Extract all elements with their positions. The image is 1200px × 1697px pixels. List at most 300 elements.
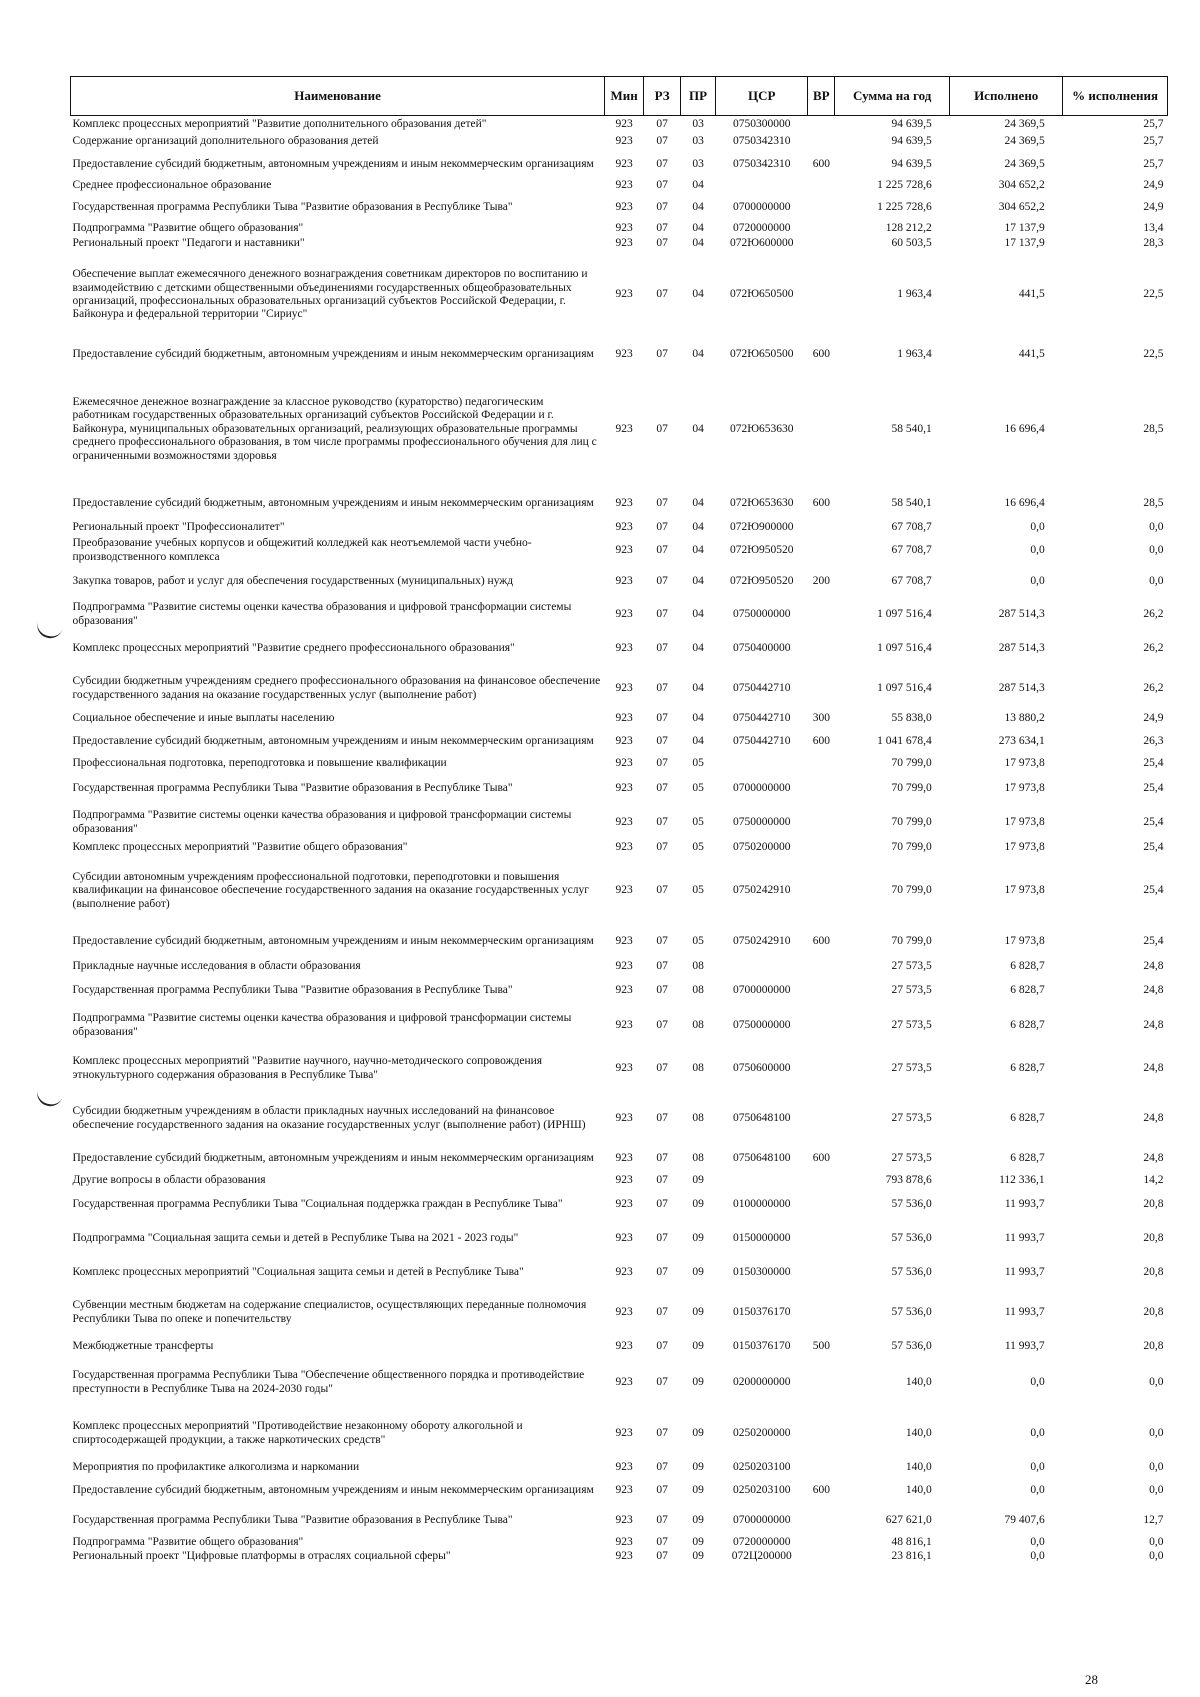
table-cell-percent: 13,4 [1143, 222, 1164, 235]
pen-mark [34, 1084, 64, 1109]
table-cell-rz: 07 [656, 1535, 668, 1548]
table-cell-csr: 0100000000 [733, 1197, 791, 1210]
table-cell-percent: 0,0 [1149, 1426, 1164, 1439]
table-cell-done: 24 369,5 [1004, 135, 1045, 148]
table-cell-name: Субсидии бюджетным учреждениям в области прикладных научных исследований на финансовое обеспечение государственного задания на оказание государственных услуг (выполнение работ) (ИРНШ) [72, 1105, 586, 1131]
table-cell-name: Региональный проект "Цифровые платформы в отраслях социальной сферы" [72, 1549, 451, 1562]
table-cell-sum: 70 799,0 [891, 757, 932, 770]
table-cell-percent: 25,7 [1143, 135, 1164, 148]
table-cell-min: 923 [615, 734, 633, 747]
table-cell-sum: 140,0 [905, 1483, 932, 1496]
table-cell-rz: 07 [656, 781, 668, 794]
table-cell-percent: 24,8 [1143, 1111, 1164, 1124]
table-cell-name: Подпрограмма "Социальная защита семьи и детей в Республике Тыва на 2021 - 2023 годы" [72, 1231, 519, 1244]
table-cell-vr [808, 975, 835, 1008]
table-cell-min: 923 [615, 135, 633, 148]
table-cell-csr: 0720000000 [733, 1535, 791, 1548]
table-cell-name: Обеспечение выплат ежемесячного денежного вознаграждения советникам директоров по воспитанию и взаимодействию с детскими общественными объединениями государственных общеобразовательных организаций, профессиональных образовательных организаций субъектов Российской Федерации, г. Байконура и федеральной территории "Сириус" [72, 268, 588, 321]
table-cell-done: 0,0 [1030, 521, 1045, 534]
table-cell-percent: 25,4 [1143, 884, 1164, 897]
table-cell-csr: 0700000000 [733, 1513, 791, 1526]
table-cell-percent: 28,5 [1143, 422, 1164, 435]
table-cell-rz: 07 [656, 1151, 668, 1164]
table-cell-done: 11 993,7 [1004, 1197, 1045, 1210]
table-cell-vr [808, 772, 835, 806]
table-cell-vr [808, 1460, 835, 1476]
table-cell-pr: 09 [692, 1305, 704, 1318]
table-cell-percent: 24,9 [1143, 179, 1164, 192]
table-row [71, 566, 1168, 598]
table-cell-name: Предоставление субсидий бюджетным, автономным учреждениям и иным некоммерческим организациям [72, 734, 594, 747]
table-cell-csr: 0150300000 [733, 1265, 791, 1278]
table-cell-done: 24 369,5 [1004, 157, 1045, 170]
table-cell-percent: 28,3 [1143, 237, 1164, 250]
table-cell-sum: 57 536,0 [891, 1339, 932, 1352]
table-cell-pr: 08 [692, 1061, 704, 1074]
table-cell-csr [716, 179, 808, 194]
header-row [71, 77, 1168, 116]
table-cell-name: Государственная программа Республики Тыва "Обеспечение общественного порядка и противодействие преступности в Республике Тыва на 2024-2030 годы" [72, 1369, 585, 1395]
table-cell-percent: 25,4 [1143, 841, 1164, 854]
table-cell-sum: 1 097 516,4 [877, 641, 932, 654]
table-cell-rz: 07 [656, 1018, 668, 1031]
table-row [71, 1336, 1168, 1358]
table-row [71, 1550, 1168, 1564]
table-cell-min: 923 [615, 237, 633, 250]
table-cell-sum: 1 041 678,4 [877, 734, 932, 747]
table-cell-rz: 07 [656, 1339, 668, 1352]
column-header-sum: Сумма на год [835, 77, 950, 116]
table-cell-percent: 20,8 [1143, 1197, 1164, 1210]
table-cell-sum: 67 708,7 [891, 543, 932, 556]
table-cell-csr: 0700000000 [733, 200, 791, 213]
column-header-percent: % исполнения [1063, 77, 1168, 116]
table-cell-sum: 627 621,0 [885, 1513, 932, 1526]
table-cell-csr: 0750242910 [733, 884, 791, 897]
table-row [71, 134, 1168, 151]
table-cell-name: Государственная программа Республики Тыва "Развитие образования в Республике Тыва" [72, 200, 513, 213]
table-cell-rz: 07 [656, 734, 668, 747]
table-row [71, 727, 1168, 757]
table-cell-rz: 07 [656, 222, 668, 235]
table-cell-rz: 07 [656, 959, 668, 972]
table-cell-done: 11 993,7 [1004, 1265, 1045, 1278]
pen-mark [34, 616, 64, 641]
table-cell-pr: 09 [692, 1426, 704, 1439]
table-cell-min: 923 [615, 1549, 633, 1562]
table-cell-percent: 25,7 [1143, 157, 1164, 170]
table-row [71, 712, 1168, 727]
table-cell-vr: 600 [812, 157, 830, 170]
table-cell-done: 13 880,2 [1004, 712, 1045, 725]
table-row [71, 1044, 1168, 1094]
table-cell-pr: 04 [692, 574, 704, 587]
table-cell-name: Содержание организаций дополнительного образования детей [72, 135, 379, 148]
table-cell-done: 17 137,9 [1004, 237, 1045, 250]
table-cell-rz: 07 [656, 815, 668, 828]
table-cell-percent: 25,4 [1143, 781, 1164, 794]
table-cell-name: Профессиональная подготовка, переподготовка и повышение квалификации [72, 757, 447, 770]
table-cell-pr: 08 [692, 959, 704, 972]
table-cell-min: 923 [615, 348, 633, 361]
table-cell-percent: 24,9 [1143, 200, 1164, 213]
table-cell-vr [808, 194, 835, 222]
table-cell-rz: 07 [656, 984, 668, 997]
table-cell-vr [808, 840, 835, 857]
table-cell-name: Подпрограмма "Развитие системы оценки качества образования и цифровой трансформации системы образования" [72, 1012, 572, 1038]
table-cell-name: Государственная программа Республики Тыва "Развитие образования в Республике Тыва" [72, 984, 513, 997]
table-cell-csr: 0250203100 [733, 1483, 791, 1496]
table-cell-done: 0,0 [1030, 574, 1045, 587]
table-cell-min: 923 [615, 288, 633, 301]
table-cell-rz: 07 [656, 1460, 668, 1473]
table-cell-pr: 08 [692, 1151, 704, 1164]
table-cell-percent: 24,8 [1143, 959, 1164, 972]
table-cell-sum: 27 573,5 [891, 1061, 932, 1074]
table-cell-done: 17 973,8 [1004, 841, 1045, 854]
table-cell-vr: 600 [812, 497, 830, 510]
table-cell-sum: 1 963,4 [897, 348, 932, 361]
table-cell-min: 923 [615, 179, 633, 192]
table-cell-vr [808, 1256, 835, 1290]
table-cell-done: 24 369,5 [1004, 118, 1045, 131]
table-cell-vr [808, 1044, 835, 1094]
table-cell-min: 923 [615, 757, 633, 770]
column-header-csr: ЦСР [716, 77, 808, 116]
table-cell-sum: 57 536,0 [891, 1231, 932, 1244]
table-cell-min: 923 [615, 157, 633, 170]
table-cell-pr: 04 [692, 348, 704, 361]
table-cell-done: 6 828,7 [1010, 1018, 1045, 1031]
table-cell-csr: 072Ю950520 [729, 574, 794, 587]
table-cell-rz: 07 [656, 521, 668, 534]
table-cell-rz: 07 [656, 237, 668, 250]
table-cell-name: Ежемесячное денежное вознаграждение за классное руководство (кураторство) педагогическим работникам государственных образовательных организаций субъектов Российской Федерации и г. Байконура, муниципальных образовательных организаций, реализующих образовательные программы среднего профессионального образования, в том числе программы профессионального обучения для лиц с ограниченными возможностями здоровья [72, 395, 597, 462]
table-cell-done: 6 828,7 [1010, 1061, 1045, 1074]
table-cell-pr: 03 [692, 135, 704, 148]
table-cell-min: 923 [615, 935, 633, 948]
table-cell-sum: 67 708,7 [891, 521, 932, 534]
table-cell-csr: 0750200000 [733, 841, 791, 854]
table-cell-csr: 0750300000 [733, 118, 791, 131]
table-cell-name: Прикладные научные исследования в области образования [72, 959, 361, 972]
table-row [71, 536, 1168, 566]
table-cell-csr [716, 757, 808, 772]
table-cell-vr: 600 [812, 734, 830, 747]
table-cell-pr: 09 [692, 1231, 704, 1244]
table-cell-csr: 072Ю650500 [729, 348, 794, 361]
table-cell-done: 0,0 [1030, 1483, 1045, 1496]
table-cell-done: 287 514,3 [998, 607, 1045, 620]
table-cell-min: 923 [615, 1460, 633, 1473]
table-cell-sum: 27 573,5 [891, 984, 932, 997]
table-cell-name: Государственная программа Республики Тыва "Развитие образования в Республике Тыва" [72, 1513, 513, 1526]
table-cell-done: 6 828,7 [1010, 984, 1045, 997]
table-cell-rz: 07 [656, 1549, 668, 1562]
table-cell-percent: 0,0 [1149, 1535, 1164, 1548]
table-row [71, 237, 1168, 252]
table-cell-name: Преобразование учебных корпусов и общежитий колледжей как неотъемлемой части учебно-производственного комплекса [72, 537, 532, 563]
table-cell-sum: 58 540,1 [891, 422, 932, 435]
table-cell-pr: 04 [692, 734, 704, 747]
table-cell-pr: 04 [692, 607, 704, 620]
table-cell-name: Комплекс процессных мероприятий "Противодействие незаконному обороту алкогольной и спиртосодержащей продукции, а также наркотических средств" [72, 1420, 523, 1446]
table-cell-vr [808, 632, 835, 666]
table-cell-name: Социальное обеспечение и иные выплаты населению [72, 712, 335, 725]
budget-table [70, 76, 1168, 1564]
table-cell-csr: 0750242910 [733, 935, 791, 948]
table-cell-pr: 04 [692, 288, 704, 301]
table-cell-rz: 07 [656, 841, 668, 854]
table-cell-min: 923 [615, 984, 633, 997]
table-cell-done: 0,0 [1030, 1549, 1045, 1562]
table-cell-percent: 24,8 [1143, 1018, 1164, 1031]
table-cell-sum: 70 799,0 [891, 841, 932, 854]
table-row [71, 488, 1168, 521]
table-cell-pr: 05 [692, 935, 704, 948]
table-cell-pr: 04 [692, 497, 704, 510]
table-row [71, 632, 1168, 666]
table-cell-min: 923 [615, 1018, 633, 1031]
table-cell-sum: 140,0 [905, 1426, 932, 1439]
table-cell-sum: 1 097 516,4 [877, 681, 932, 694]
table-cell-percent: 26,2 [1143, 641, 1164, 654]
table-cell-name: Предоставление субсидий бюджетным, автономным учреждениям и иным некоммерческим организациям [72, 157, 594, 170]
table-row [71, 857, 1168, 926]
column-header-pr: ПР [681, 77, 716, 116]
table-cell-vr: 600 [812, 1483, 830, 1496]
table-row [71, 1290, 1168, 1336]
table-cell-vr [808, 1408, 835, 1460]
table-cell-pr: 09 [692, 1339, 704, 1352]
table-cell-vr [808, 1358, 835, 1408]
table-cell-min: 923 [615, 781, 633, 794]
table-cell-csr: 0750442710 [733, 734, 791, 747]
table-cell-percent: 24,8 [1143, 984, 1164, 997]
table-cell-name: Межбюджетные трансферты [72, 1339, 214, 1352]
table-row [71, 959, 1168, 975]
table-cell-done: 287 514,3 [998, 681, 1045, 694]
table-cell-csr: 0150376170 [733, 1305, 791, 1318]
table-cell-rz: 07 [656, 641, 668, 654]
table-cell-sum: 1 963,4 [897, 288, 932, 301]
table-cell-min: 923 [615, 1265, 633, 1278]
table-cell-min: 923 [615, 521, 633, 534]
table-cell-rz: 07 [656, 574, 668, 587]
table-cell-sum: 94 639,5 [891, 118, 932, 131]
table-cell-vr: 200 [812, 574, 830, 587]
table-cell-percent: 25,4 [1143, 815, 1164, 828]
table-row [71, 666, 1168, 712]
table-cell-percent: 20,8 [1143, 1231, 1164, 1244]
table-row [71, 1506, 1168, 1536]
table-cell-percent: 24,8 [1143, 1151, 1164, 1164]
table-cell-name: Подпрограмма "Развитие системы оценки качества образования и цифровой трансформации системы образования" [72, 601, 572, 627]
table-cell-pr: 08 [692, 1018, 704, 1031]
table-cell-min: 923 [615, 1151, 633, 1164]
column-header-min: Мин [605, 77, 644, 116]
table-cell-pr: 09 [692, 1549, 704, 1562]
table-row [71, 1222, 1168, 1256]
table-cell-name: Подпрограмма "Развитие общего образования" [72, 1535, 304, 1548]
table-row [71, 372, 1168, 488]
table-cell-name: Предоставление субсидий бюджетным, автономным учреждениям и иным некоммерческим организациям [72, 497, 594, 510]
table-cell-csr: 0750400000 [733, 641, 791, 654]
table-cell-min: 923 [615, 574, 633, 587]
table-cell-sum: 128 212,2 [885, 222, 932, 235]
table-cell-pr: 04 [692, 200, 704, 213]
table-cell-percent: 25,4 [1143, 935, 1164, 948]
table-cell-name: Государственная программа Республики Тыва "Социальная поддержка граждан в Республике Тыва" [72, 1197, 563, 1210]
table-header [71, 77, 1168, 116]
table-cell-min: 923 [615, 1426, 633, 1439]
table-cell-pr: 05 [692, 815, 704, 828]
table-cell-done: 11 993,7 [1004, 1231, 1045, 1244]
table-cell-pr: 09 [692, 1173, 704, 1186]
table-cell-min: 923 [615, 841, 633, 854]
table-cell-pr: 09 [692, 1483, 704, 1496]
table-cell-csr: 0700000000 [733, 984, 791, 997]
table-cell-vr: 500 [812, 1339, 830, 1352]
column-header-name: Наименование [71, 77, 605, 116]
table-cell-percent: 24,8 [1143, 1061, 1164, 1074]
table-cell-name: Предоставление субсидий бюджетным, автономным учреждениям и иным некоммерческим организациям [72, 348, 594, 361]
table-cell-done: 11 993,7 [1004, 1305, 1045, 1318]
table-row [71, 806, 1168, 840]
table-cell-percent: 0,0 [1149, 543, 1164, 556]
table-row [71, 521, 1168, 536]
table-cell-percent: 25,7 [1143, 118, 1164, 131]
table-cell-rz: 07 [656, 681, 668, 694]
table-cell-done: 441,5 [1018, 288, 1045, 301]
table-cell-sum: 27 573,5 [891, 1018, 932, 1031]
table-cell-rz: 07 [656, 1375, 668, 1388]
table-cell-pr: 05 [692, 757, 704, 770]
table-cell-pr: 09 [692, 1375, 704, 1388]
table-cell-pr: 09 [692, 1460, 704, 1473]
table-cell-vr: 300 [812, 712, 830, 725]
table-cell-pr: 04 [692, 237, 704, 250]
table-cell-done: 6 828,7 [1010, 1151, 1045, 1164]
table-cell-percent: 20,8 [1143, 1305, 1164, 1318]
table-cell-rz: 07 [656, 1513, 668, 1526]
page-number: 28 [1085, 1672, 1098, 1687]
table-cell-name: Субсидии автономным учреждениям профессиональной подготовки, переподготовки и повышения квалификации на финансовое обеспечение государственного задания на оказание государственных услуг (выполнение работ) [72, 870, 589, 910]
table-row [71, 1188, 1168, 1222]
table-cell-done: 0,0 [1030, 1460, 1045, 1473]
table-cell-percent: 14,2 [1143, 1173, 1164, 1186]
table-cell-done: 79 407,6 [1004, 1513, 1045, 1526]
table-cell-vr [808, 1008, 835, 1044]
table-row [71, 772, 1168, 806]
table-cell-done: 11 993,7 [1004, 1339, 1045, 1352]
table-cell-rz: 07 [656, 288, 668, 301]
table-cell-min: 923 [615, 1231, 633, 1244]
table-cell-sum: 48 816,1 [891, 1535, 932, 1548]
table-cell-done: 112 336,1 [999, 1173, 1045, 1186]
table-cell-pr: 05 [692, 841, 704, 854]
table-cell-rz: 07 [656, 157, 668, 170]
table-cell-sum: 57 536,0 [891, 1197, 932, 1210]
table-cell-csr: 072Ю653630 [729, 497, 794, 510]
table-cell-csr: 0200000000 [733, 1375, 791, 1388]
table-cell-vr [808, 959, 835, 975]
table-cell-pr: 05 [692, 884, 704, 897]
table-cell-csr [716, 1174, 808, 1188]
table-row [71, 1256, 1168, 1290]
table-cell-done: 304 652,2 [998, 200, 1045, 213]
table-cell-rz: 07 [656, 179, 668, 192]
column-header-done: Исполнено [950, 77, 1063, 116]
table-cell-done: 17 973,8 [1004, 757, 1045, 770]
table-cell-sum: 70 799,0 [891, 935, 932, 948]
table-cell-vr [808, 1094, 835, 1144]
table-cell-sum: 60 503,5 [891, 237, 932, 250]
table-cell-percent: 20,8 [1143, 1339, 1164, 1352]
table-cell-rz: 07 [656, 543, 668, 556]
table-cell-pr: 04 [692, 543, 704, 556]
table-cell-min: 923 [615, 1535, 633, 1548]
table-cell-vr [808, 1174, 835, 1188]
table-cell-pr: 04 [692, 641, 704, 654]
table-row [71, 1536, 1168, 1550]
table-cell-csr: 0750648100 [733, 1151, 791, 1164]
table-cell-vr [808, 806, 835, 840]
table-cell-min: 923 [615, 1339, 633, 1352]
table-cell-sum: 57 536,0 [891, 1305, 932, 1318]
table-cell-percent: 24,9 [1143, 712, 1164, 725]
table-cell-name: Другие вопросы в области образования [72, 1173, 266, 1186]
table-cell-sum: 67 708,7 [891, 574, 932, 587]
table-cell-pr: 04 [692, 179, 704, 192]
table-cell-vr [808, 372, 835, 488]
table-cell-vr [808, 1536, 835, 1550]
table-cell-pr: 04 [692, 681, 704, 694]
table-cell-pr: 05 [692, 781, 704, 794]
table-cell-vr [808, 1506, 835, 1536]
table-cell-min: 923 [615, 222, 633, 235]
table-cell-name: Подпрограмма "Развитие общего образования" [72, 222, 304, 235]
budget-report-sheet [70, 76, 1168, 1564]
table-cell-sum: 94 639,5 [891, 135, 932, 148]
table-cell-vr [808, 757, 835, 772]
table-cell-rz: 07 [656, 348, 668, 361]
table-cell-percent: 20,8 [1143, 1265, 1164, 1278]
column-header-rz: РЗ [644, 77, 681, 116]
table-cell-min: 923 [615, 641, 633, 654]
table-cell-sum: 1 225 728,6 [877, 179, 932, 192]
table-cell-percent: 26,2 [1143, 681, 1164, 694]
table-cell-csr: 072Ю653630 [729, 422, 794, 435]
table-cell-min: 923 [615, 1173, 633, 1186]
table-cell-pr: 09 [692, 1265, 704, 1278]
column-header-vr: ВР [808, 77, 835, 116]
table-row [71, 1476, 1168, 1506]
table-cell-percent: 28,5 [1143, 497, 1164, 510]
table-cell-csr: 0150376170 [733, 1339, 791, 1352]
table-cell-name: Субвенции местным бюджетам на содержание специалистов, осуществляющих переданные полномочия Республики Тыва по опеке и попечительству [72, 1299, 587, 1325]
table-cell-done: 16 696,4 [1004, 497, 1045, 510]
table-cell-name: Государственная программа Республики Тыва "Развитие образования в Республике Тыва" [72, 781, 513, 794]
table-cell-sum: 57 536,0 [891, 1265, 932, 1278]
table-cell-vr [808, 598, 835, 632]
table-cell-sum: 27 573,5 [891, 1111, 932, 1124]
table-cell-done: 287 514,3 [998, 641, 1045, 654]
table-cell-sum: 23 816,1 [891, 1549, 932, 1562]
table-cell-min: 923 [615, 1061, 633, 1074]
table-cell-csr: 072Ю600000 [729, 237, 794, 250]
table-cell-vr [808, 666, 835, 712]
